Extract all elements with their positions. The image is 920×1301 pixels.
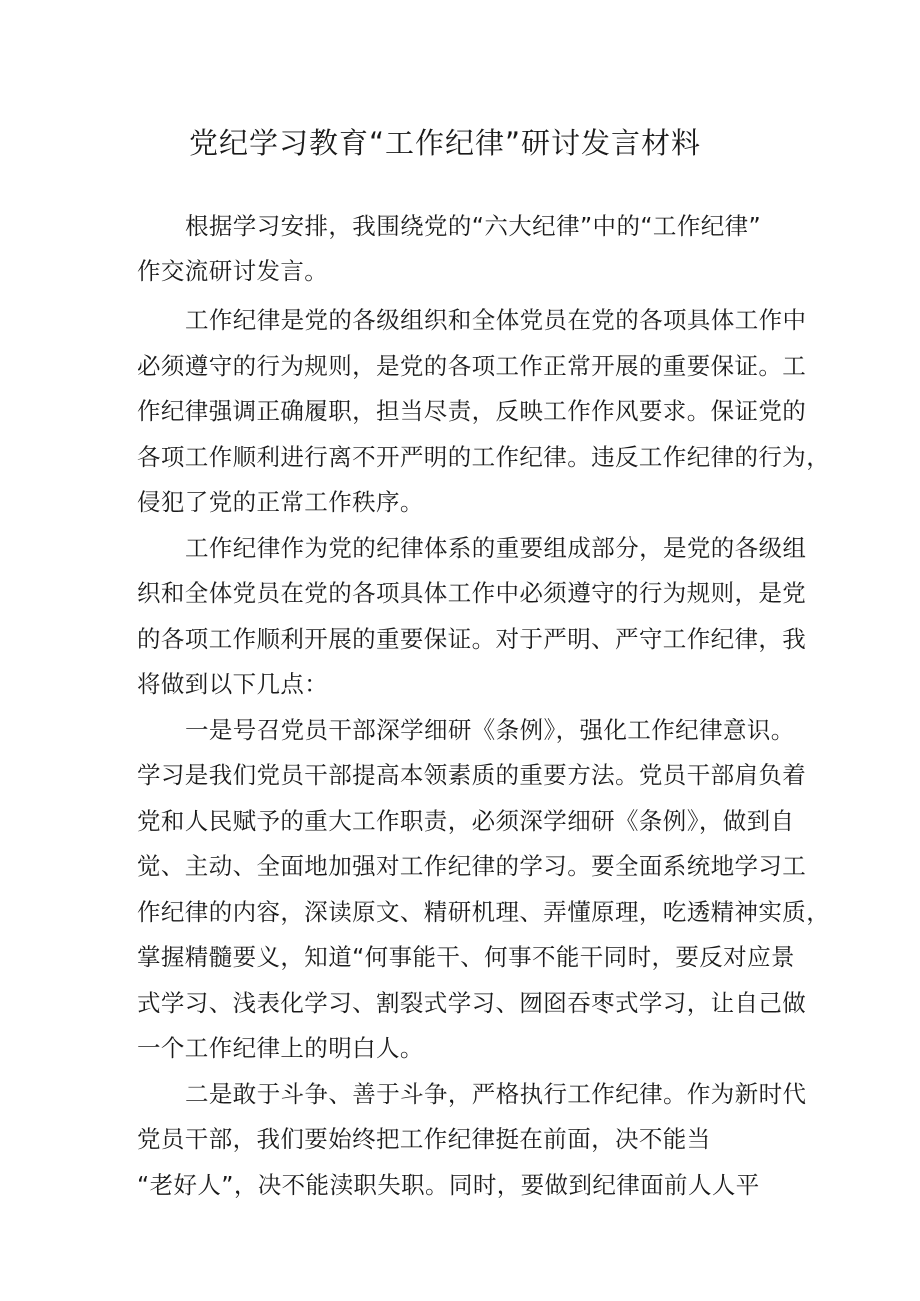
paragraph-line: 作交流研讨发言。 (137, 257, 329, 285)
paragraph-line: 党和人民赋予的重大工作职责，必须深学细研《条例》，做到自 (137, 807, 795, 835)
paragraph-line: 一是号召党员干部深学细研《条例》，强化工作纪律意识。 (185, 716, 795, 744)
paragraph-line: 式学习、浅表化学习、割裂式学习、囫囵吞枣式学习，让自己做 (137, 989, 807, 1017)
paragraph-line: 根据学习安排，我围绕党的“六大纪律”中的“工作纪律” (185, 212, 762, 240)
paragraph-line: 必须遵守的行为规则，是党的各项工作正常开展的重要保证。工 (137, 352, 807, 380)
paragraph-line: 将做到以下几点： (137, 670, 329, 698)
paragraph-line: 作纪律强调正确履职，担当尽责，反映工作作风要求。保证党的 (137, 397, 807, 425)
paragraph-line: 党员干部，我们要始终把工作纪律挺在前面，决不能当 (137, 1125, 711, 1153)
paragraph-line: 侵犯了党的正常工作秩序。 (137, 488, 424, 516)
paragraph-line: 各项工作顺利进行离不开严明的工作纪律。违反工作纪律的行为， (137, 443, 831, 471)
paragraph-line: 工作纪律作为党的纪律体系的重要组成部分，是党的各级组 (185, 534, 807, 562)
paragraph-line: 觉、主动、全面地加强对工作纪律的学习。要全面系统地学习工 (137, 852, 807, 880)
paragraph-line: 一个工作纪律上的明白人。 (137, 1034, 424, 1062)
paragraph-line: 二是敢于斗争、善于斗争，严格执行工作纪律。作为新时代 (185, 1080, 807, 1108)
document-title: 党纪学习教育“工作纪律”研讨发言材料 (188, 126, 702, 160)
paragraph-line: 织和全体党员在党的各项具体工作中必须遵守的行为规则，是党 (137, 579, 807, 607)
paragraph-line: 学习是我们党员干部提高本领素质的重要方法。党员干部肩负着 (137, 761, 807, 789)
paragraph-line: 掌握精髓要义，知道“何事能干、何事不能干同时，要反对应景 (137, 943, 795, 971)
paragraph-line: “老好人”，决不能渎职失职。同时，要做到纪律面前人人平 (137, 1171, 760, 1199)
paragraph-line: 作纪律的内容，深读原文、精研机理、弄懂原理，吃透精神实质， (137, 898, 831, 926)
paragraph-line: 工作纪律是党的各级组织和全体党员在党的各项具体工作中 (185, 306, 807, 334)
paragraph-line: 的各项工作顺利开展的重要保证。对于严明、严守工作纪律，我 (137, 625, 807, 653)
